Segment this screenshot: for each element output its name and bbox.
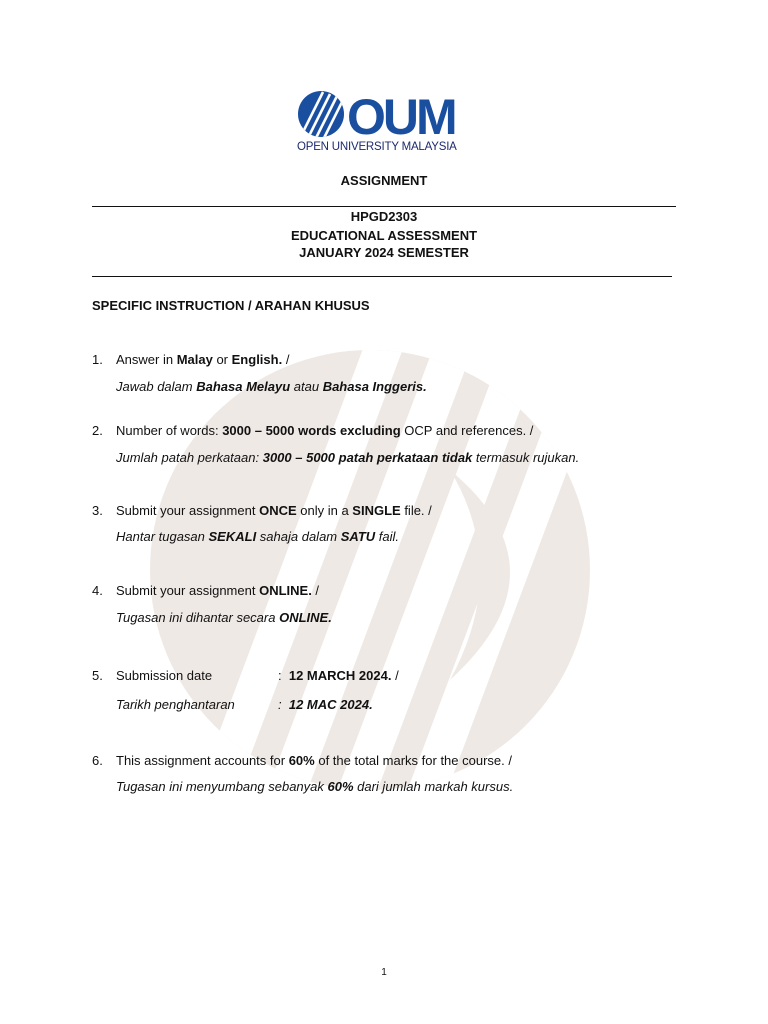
document-page: OUM OPEN UNIVERSITY MALAYSIA ASSIGNMENT HPGD2303 EDUCATIONAL ASSESSMENT JANUARY 2024 SEMESTER SPECIFIC INSTRUCTION / ARAHAN KHUSUS 1. Answer in Malay or English. / Jawab dalam Bahasa Melayu atau Bahasa Inggeris. 2. Number of words: 3000 – 5000 words excluding OCP and references. / Jumlah patah perkataan: 3000 – 5000 patah perkataan tidak termasuk rujukan. 3. Submit your assignment ONCE only in a SINGLE file. / Hantar tugasan SEKALI sahaja dalam SATU fail. 4. Submit your assignment ONLINE. / Tugasan ini dihantar secara ONLINE. 5. Submission date : 12 MARCH 2024. / Tarikh penghantaran : 12 MAC 2024. 6. This assignment accounts for 60% of the total marks for the course. / Tugasan ini menyumbang sebanyak 60% dari jumlah markah kursus. 1: [0, 0, 768, 1024]
instruction-number: 5.: [92, 668, 103, 683]
instruction-number: 6.: [92, 753, 103, 768]
course-name: EDUCATIONAL ASSESSMENT: [290, 228, 478, 243]
instruction-number: 2.: [92, 423, 103, 438]
doc-type-title: ASSIGNMENT: [340, 173, 428, 188]
svg-text:OUM: OUM: [347, 90, 455, 140]
course-code: HPGD2303: [350, 209, 418, 224]
divider-top: [92, 206, 676, 207]
instruction-number: 3.: [92, 503, 103, 518]
oum-watermark-icon: [150, 350, 590, 790]
semester: JANUARY 2024 SEMESTER: [299, 245, 469, 260]
tarikh-label: Tarikh penghantaran: [116, 697, 235, 712]
instruction-number: 1.: [92, 352, 103, 367]
divider-bottom: [92, 276, 672, 277]
section-heading: SPECIFIC INSTRUCTION / ARAHAN KHUSUS: [92, 298, 370, 313]
submission-date-value: 12 MARCH 2024.: [288, 668, 392, 683]
submission-date-label: Submission date: [116, 668, 213, 683]
oum-logo-icon: [297, 90, 472, 140]
page-number: 1: [381, 967, 387, 978]
instruction-number: 4.: [92, 583, 103, 598]
oum-logo: [297, 90, 472, 156]
tarikh-value: 12 MAC 2024.: [288, 697, 373, 712]
university-name: OPEN UNIVERSITY MALAYSIA: [297, 141, 457, 153]
